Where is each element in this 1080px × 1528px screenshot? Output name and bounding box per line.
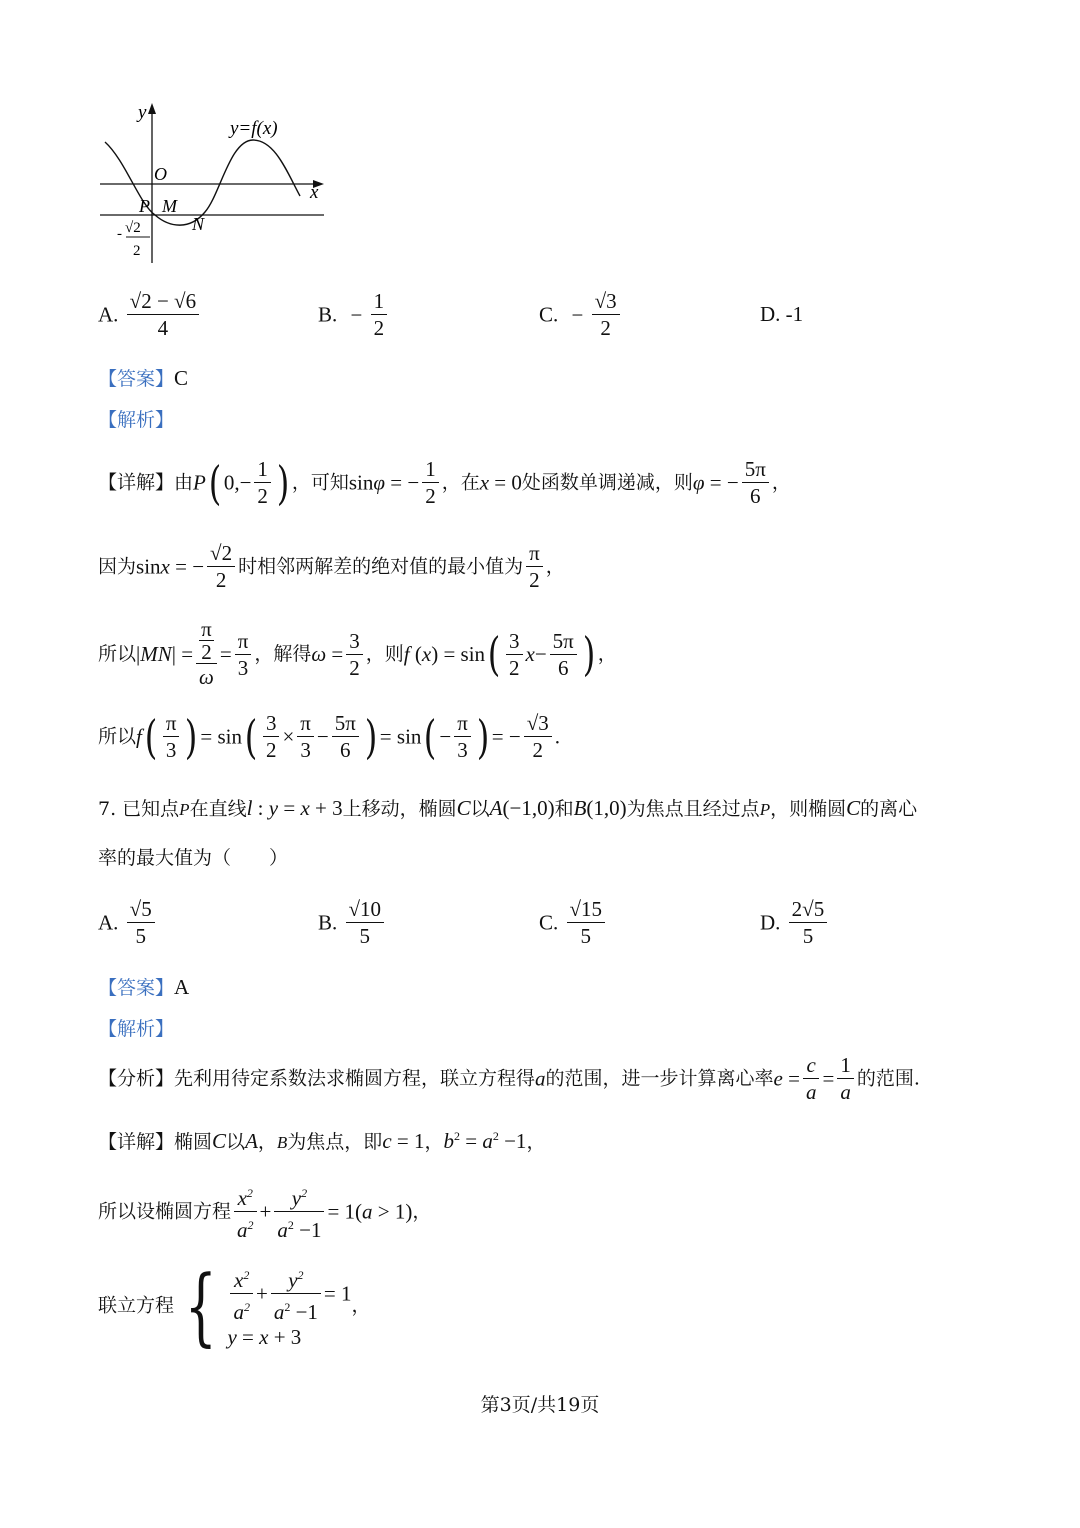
q7-option-c: C. $\frac{√15}{5}$ bbox=[539, 896, 608, 949]
q6-detail-line3: 所以|MN| = π 2 ω = $\frac{\pi}{3}$ ，解得ω = $\frac{3}{2}$ ，则f (x) = sin( $\frac{3}{2}$ x− $\frac{5\pi}{6}$ ) ， bbox=[98, 617, 617, 689]
q6-answer: 【答案】C bbox=[98, 366, 189, 390]
origin-label: O bbox=[154, 164, 167, 184]
q7-answer: 【答案】A bbox=[98, 975, 190, 999]
q6-option-a: A. $\frac{√2 - √6}{4}$ bbox=[98, 288, 202, 341]
q7-joint-system: 联立方程 { $\frac{x^2}{a^2}$ + $\frac{y^2}{a^2 -1}$ = 1 y = x + 3 ， bbox=[98, 1256, 371, 1355]
q7-option-b: B. $\frac{√10}{5}$ bbox=[318, 896, 387, 949]
x-axis-label: x bbox=[310, 182, 319, 203]
page-footer: 第3页/共19页 bbox=[480, 1394, 600, 1416]
q6-detail-line1: 【详解】由P( 0,− $\frac{1}{2}$ ) ，可知sinφ = − $\frac{1}{2}$ ，在x = 0处函数单调递减，则φ = − $\frac{5\pi}{6}$ ， bbox=[98, 455, 791, 510]
q7-stem-line1: 7. 已知点P在直线l : y = x + 3上移动，椭圆C以A(−1,0)和B(1,0)为焦点且经过点P，则椭圆C的离心 bbox=[98, 796, 918, 820]
function-label: y=f(x) bbox=[230, 118, 278, 139]
q6-option-d: D. -1 bbox=[760, 302, 804, 326]
q7-ellipse-equation: 所以设椭圆方程 $\frac{x^2}{a^2}$ + $\frac{y^2}{a^2 -1}$ = 1(a > 1)， bbox=[98, 1180, 431, 1243]
level-num: √2 bbox=[125, 220, 141, 236]
level-den: 2 bbox=[133, 243, 141, 259]
q7-stem-line2: 率的最大值为（ ） bbox=[98, 847, 289, 869]
q7-option-a: A. $\frac{√5}{5}$ bbox=[98, 896, 158, 949]
q7-detail: 【详解】椭圆C以A，B为焦点，即c = 1，$b^2 = a^2 -1$， bbox=[98, 1129, 546, 1153]
sine-curve bbox=[105, 140, 300, 225]
q6-detail-line2: 因为sinx = − $\frac{√2}{2}$ 时相邻两解差的绝对值的最小值为 $\frac{\pi}{2}$ ， bbox=[98, 541, 565, 592]
q7-fenxi: 【分析】先利用待定系数法求椭圆方程，联立方程得a的范围，进一步计算离心率e = $\frac{c}{a}$ = $\frac{1}{a}$ 的范围. bbox=[98, 1053, 920, 1104]
q6-detail-line4: 所以f( $\frac{\pi}{3}$ ) = sin( $\frac{3}{2}$ × $\frac{\pi}{3}$ − $\frac{5\pi}{6}$ ) = sin( − $\frac{\pi}{3}$ ) = − $\frac{√3}{2}$ . bbox=[98, 709, 560, 764]
point-m-label: M bbox=[162, 196, 177, 216]
y-axis-arrow bbox=[148, 103, 156, 114]
q7-analysis-tag: 【解析】 bbox=[98, 1018, 175, 1040]
function-graph bbox=[95, 100, 335, 270]
y-axis-label: y bbox=[138, 102, 147, 123]
point-p-label: P bbox=[139, 196, 150, 216]
q6-analysis-tag: 【解析】 bbox=[98, 409, 175, 431]
q7-option-d: D. $\frac{2√5}{5}$ bbox=[760, 896, 830, 949]
level-neg: - bbox=[117, 226, 122, 242]
q6-option-b: B. − $\frac{1}{2}$ bbox=[318, 288, 390, 341]
point-n-label: N bbox=[192, 214, 205, 234]
q6-option-c: C. − $\frac{√3}{2}$ bbox=[539, 288, 623, 341]
